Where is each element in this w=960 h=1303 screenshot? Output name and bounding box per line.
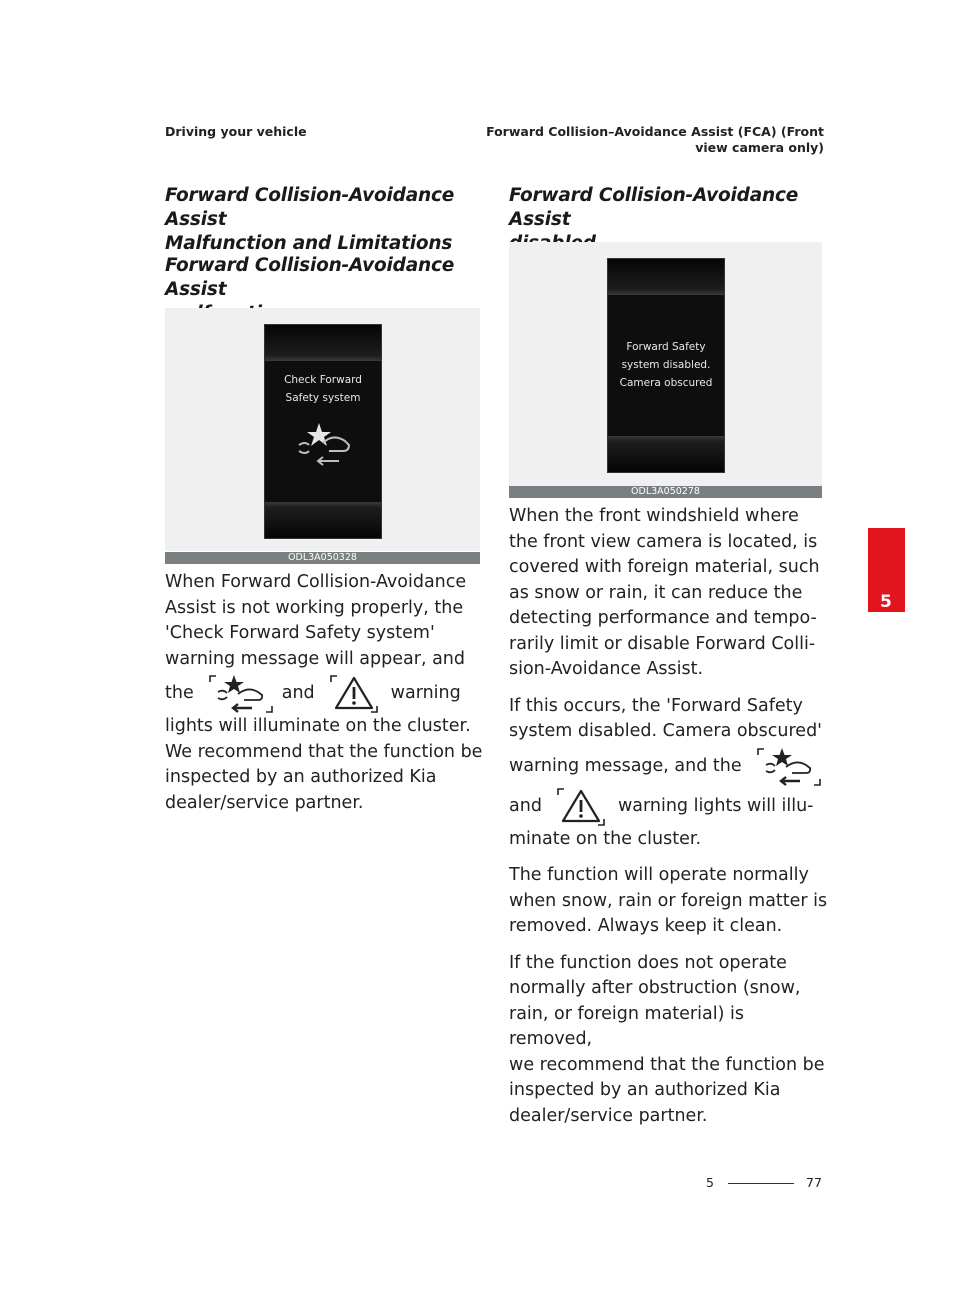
right-body-text xyxy=(509,504,829,1129)
fca-warning-icon xyxy=(208,674,274,714)
left-line7: inspected by an authorized Kia xyxy=(165,767,437,787)
left-line3: 'Check Forward Safety system' xyxy=(165,623,435,643)
right-p1-line6: rarily limit or disable Forward Colli- xyxy=(509,633,816,654)
footer-rule xyxy=(728,1183,794,1184)
right-p4-line6: dealer/service partner. xyxy=(509,1105,708,1126)
right-p4-line2: normally after obstruction (snow, xyxy=(509,978,801,998)
cluster-message-right-line1: Forward Safety xyxy=(626,341,706,353)
right-p1-line2: the front view camera is located, is xyxy=(509,531,818,552)
footer-page-number: 77 xyxy=(806,1175,822,1190)
left-line1: When Forward Collision-Avoidance xyxy=(165,572,467,592)
cluster-screen xyxy=(264,324,382,539)
left-icon-line-word1: the xyxy=(165,683,194,704)
right-p4-line5: inspected by an authorized Kia xyxy=(509,1080,781,1100)
left-heading1-line2: Malfunction and Limitations xyxy=(165,233,453,254)
left-line8: dealer/service partner. xyxy=(165,792,364,813)
cluster-message-line2: Safety system xyxy=(285,392,361,404)
cluster-message-right-line3: Camera obscured xyxy=(619,377,713,389)
figure-caption-right: ODL3A050278 xyxy=(509,486,822,498)
footer-chapter-number: 5 xyxy=(706,1175,714,1190)
right-icon-line2-word2: warning lights will illu- xyxy=(617,795,814,816)
figure-caption-left: ODL3A050328 xyxy=(165,552,480,564)
left-heading1-line1: Forward Collision-Avoidance Assist xyxy=(165,185,455,230)
running-header-right-line2: view camera only) xyxy=(695,140,824,155)
right-p1-line5: detecting performance and tempo- xyxy=(509,608,817,628)
left-icon-line-word3: warning xyxy=(390,683,461,704)
right-p1-line7: sion-Avoidance Assist. xyxy=(509,659,704,679)
left-heading2-line1: Forward Collision-Avoidance Assist xyxy=(165,255,455,300)
right-icon-line1 xyxy=(509,747,829,787)
cluster-message-right-line2: system disabled. xyxy=(621,359,711,371)
right-p4-line4: we recommend that the function be xyxy=(509,1054,825,1075)
running-header-left: Driving your vehicle xyxy=(165,124,307,139)
cluster-message-right xyxy=(608,338,724,392)
fca-warning-icon xyxy=(295,421,353,471)
left-line6: We recommend that the function be xyxy=(165,741,483,762)
figure-fca-disabled xyxy=(509,242,822,486)
left-body-text xyxy=(165,570,485,816)
left-line5: lights will illuminate on the cluster. xyxy=(165,716,471,736)
left-line2: Assist is not working properly, the xyxy=(165,597,464,618)
chapter-tab-label: 5 xyxy=(880,592,892,612)
running-header-right xyxy=(484,124,824,156)
cluster-screen-right xyxy=(607,258,725,473)
master-warning-icon xyxy=(556,787,606,827)
left-heading1 xyxy=(165,184,485,256)
right-icon-line2-word1: and xyxy=(509,795,542,816)
right-p4-line3: rain, or foreign material) is removed, xyxy=(509,1003,744,1049)
figure-fca-malfunction xyxy=(165,308,480,551)
right-p2-line2: system disabled. Camera obscured' xyxy=(509,721,822,741)
left-icon-line-word2: and xyxy=(281,683,315,704)
running-header-right-line1: Forward Collision–Avoidance Assist (FCA) (Front xyxy=(486,124,824,139)
chapter-tab xyxy=(868,528,905,612)
cluster-message-line1: Check Forward xyxy=(284,374,362,386)
right-heading-line1: Forward Collision-Avoidance Assist xyxy=(509,185,799,230)
left-line4: warning message will appear, and xyxy=(165,648,465,669)
right-p1-line1: When the front windshield where xyxy=(509,506,799,526)
right-p1-line3: covered with foreign material, such xyxy=(509,557,820,577)
right-p3-line1: The function will operate normally xyxy=(509,865,809,885)
master-warning-icon xyxy=(329,674,379,714)
right-p1-line4: as snow or rain, it can reduce the xyxy=(509,582,803,603)
cluster-message xyxy=(265,371,381,407)
right-p2-end: minate on the cluster. xyxy=(509,828,702,849)
right-icon-line1-text: warning message, and the xyxy=(509,755,742,776)
fca-warning-icon xyxy=(756,747,822,787)
right-p3-line2: when snow, rain or foreign matter is xyxy=(509,890,828,911)
right-icon-line2 xyxy=(509,787,829,827)
right-p3-line3: removed. Always keep it clean. xyxy=(509,916,783,936)
right-p2-line1: If this occurs, the 'Forward Safety xyxy=(509,695,803,716)
left-icon-line xyxy=(165,674,485,714)
right-p4-line1: If the function does not operate xyxy=(509,952,787,973)
